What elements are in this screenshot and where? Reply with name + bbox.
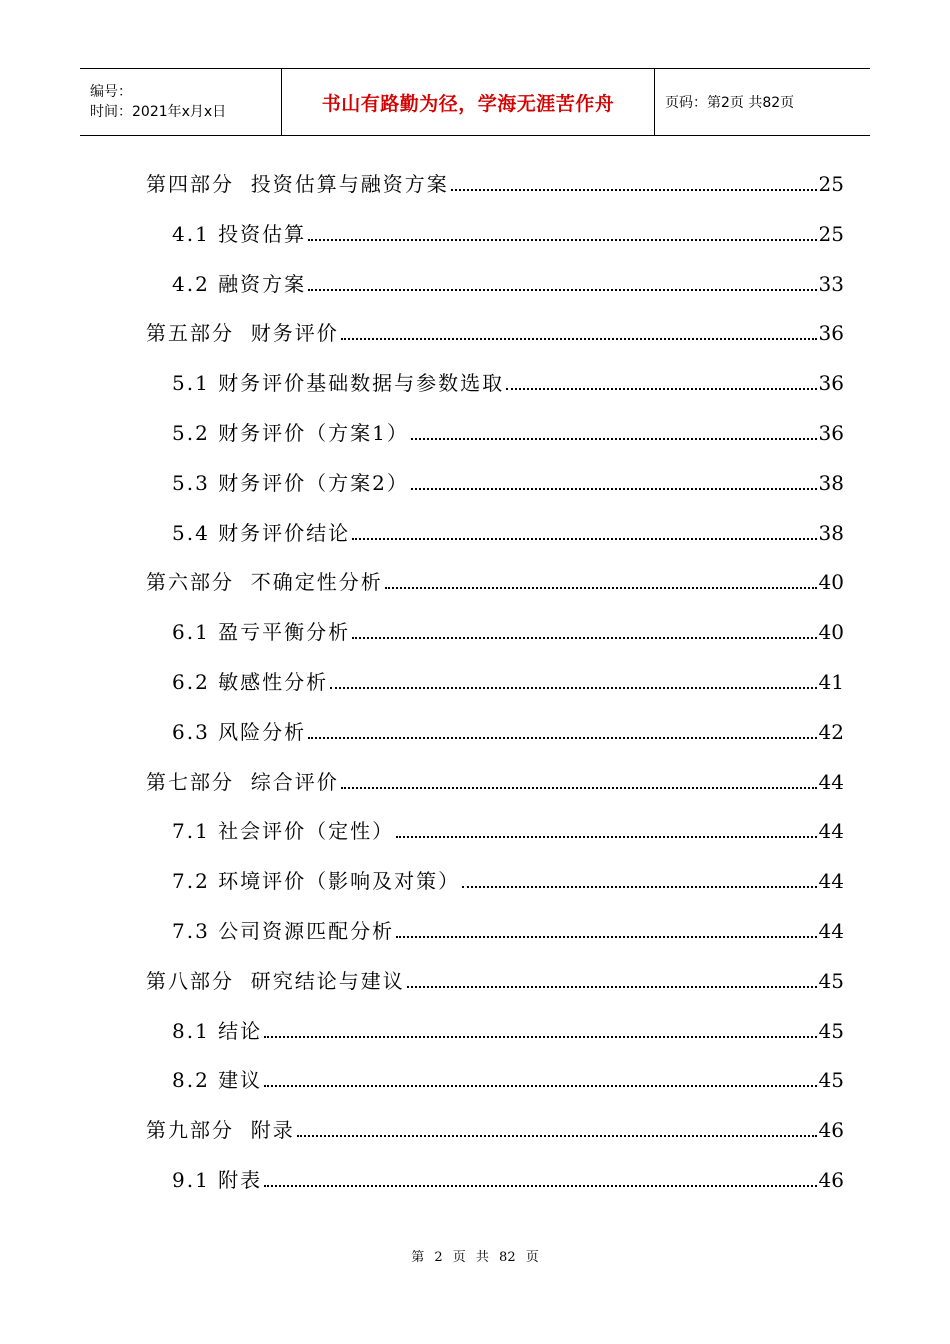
header-motto bbox=[282, 69, 655, 135]
toc-section-entry[interactable] bbox=[146, 967, 844, 995]
toc-entry-page: 46 bbox=[818, 1118, 844, 1143]
toc-entry-title: 第七部分 综合评价 bbox=[146, 769, 339, 794]
dot-leader bbox=[341, 787, 817, 789]
toc-subsection-entry[interactable] bbox=[172, 369, 844, 397]
dot-leader bbox=[352, 538, 816, 540]
toc-entry-page: 44 bbox=[818, 869, 844, 894]
dot-leader bbox=[330, 687, 816, 689]
toc-subsection-entry[interactable] bbox=[172, 618, 844, 646]
dot-leader bbox=[411, 438, 817, 440]
dot-leader bbox=[407, 986, 817, 988]
page-info-text: 页码：第2页 共82页 bbox=[665, 95, 795, 111]
toc-entry-title: 6.3 风险分析 bbox=[172, 719, 307, 744]
dot-leader bbox=[297, 1135, 817, 1137]
dot-leader bbox=[411, 488, 817, 490]
toc-subsection-entry[interactable] bbox=[172, 718, 844, 746]
toc-entry-page: 45 bbox=[818, 1018, 844, 1043]
toc-entry-title: 8.1 结论 bbox=[172, 1018, 263, 1043]
toc-subsection-entry[interactable] bbox=[172, 519, 844, 547]
time-label: 时间：2021年x月x日 bbox=[90, 104, 227, 120]
toc-entry-title: 5.3 财务评价（方案2） bbox=[172, 470, 409, 495]
toc-entry-page: 38 bbox=[818, 520, 844, 545]
toc-subsection-entry[interactable] bbox=[172, 917, 844, 945]
toc-entry-page: 36 bbox=[818, 321, 844, 346]
toc-entry-title: 5.2 财务评价（方案1） bbox=[172, 421, 409, 445]
toc-entry-page: 45 bbox=[818, 968, 844, 993]
toc-entry-title: 第六部分 不确定性分析 bbox=[146, 570, 383, 595]
dot-leader bbox=[385, 587, 817, 589]
toc-entry-title: 7.2 环境评价（影响及对策） bbox=[172, 869, 461, 894]
toc-section-entry[interactable] bbox=[146, 170, 844, 198]
toc-subsection-entry[interactable] bbox=[172, 270, 844, 298]
toc-section-entry[interactable] bbox=[146, 568, 844, 596]
toc-subsection-entry[interactable] bbox=[172, 1066, 844, 1094]
toc-entry-page: 44 bbox=[818, 769, 844, 794]
toc-entry-title: 6.2 敏感性分析 bbox=[172, 670, 329, 694]
toc-entry-title: 5.1 财务评价基础数据与参数选取 bbox=[172, 371, 505, 396]
number-label: 编号： bbox=[90, 84, 132, 100]
toc-entry-page: 40 bbox=[818, 570, 844, 595]
toc-entry-title: 第五部分 财务评价 bbox=[146, 321, 339, 346]
dot-leader bbox=[308, 289, 816, 291]
toc-subsection-entry[interactable] bbox=[172, 1017, 844, 1045]
toc-entry-title: 5.4 财务评价结论 bbox=[172, 520, 351, 545]
toc-entry-page: 40 bbox=[818, 620, 844, 645]
toc-entry-page: 25 bbox=[818, 172, 844, 196]
toc-entry-page: 38 bbox=[818, 470, 844, 495]
toc-entry-page: 44 bbox=[818, 819, 844, 844]
dot-leader bbox=[341, 338, 817, 340]
toc-entry-page: 36 bbox=[818, 371, 844, 396]
toc-entry-title: 第四部分 投资估算与融资方案 bbox=[146, 172, 449, 196]
dot-leader bbox=[264, 1036, 816, 1038]
dot-leader bbox=[308, 737, 816, 739]
motto-text: 书山有路勤为径，学海无涯苦作舟 bbox=[321, 92, 615, 115]
toc-subsection-entry[interactable] bbox=[172, 817, 844, 845]
toc-entry-page: 33 bbox=[818, 271, 844, 296]
toc-entry-page: 44 bbox=[818, 919, 844, 943]
header-page-info bbox=[655, 69, 870, 135]
toc-entry-title: 4.1 投资估算 bbox=[172, 221, 307, 246]
toc-section-entry[interactable] bbox=[146, 319, 844, 347]
toc-entry-page: 41 bbox=[818, 670, 844, 694]
dot-leader bbox=[264, 1085, 816, 1087]
toc-entry-title: 4.2 融资方案 bbox=[172, 271, 307, 296]
dot-leader bbox=[451, 189, 817, 191]
toc-section-entry[interactable] bbox=[146, 768, 844, 796]
toc-entry-title: 第九部分 附录 bbox=[146, 1118, 295, 1143]
toc-entry-title: 8.2 建议 bbox=[172, 1068, 263, 1093]
toc-entry-title: 7.1 社会评价（定性） bbox=[172, 819, 395, 844]
toc-entry-title: 7.3 公司资源匹配分析 bbox=[172, 919, 395, 943]
dot-leader bbox=[352, 637, 816, 639]
toc-section-entry[interactable] bbox=[146, 1116, 844, 1144]
dot-leader bbox=[396, 836, 816, 838]
toc-entry-title: 第八部分 研究结论与建议 bbox=[146, 968, 405, 993]
dot-leader bbox=[462, 886, 816, 888]
page-footer: 第 2 页 共 82 页 bbox=[411, 1250, 539, 1265]
toc-entry-title: 9.1 附表 bbox=[172, 1168, 263, 1192]
toc-subsection-entry[interactable] bbox=[172, 469, 844, 497]
dot-leader bbox=[264, 1185, 816, 1187]
toc-entry-page: 25 bbox=[818, 221, 844, 246]
toc-entry-page: 45 bbox=[818, 1068, 844, 1093]
toc-subsection-entry[interactable] bbox=[172, 867, 844, 895]
header-meta bbox=[80, 69, 282, 135]
toc-entry-page: 46 bbox=[818, 1168, 844, 1192]
dot-leader bbox=[308, 239, 816, 241]
dot-leader bbox=[396, 936, 816, 938]
dot-leader bbox=[506, 388, 816, 390]
toc-entry-page: 42 bbox=[818, 719, 844, 744]
toc-entry-page: 36 bbox=[818, 421, 844, 445]
toc-subsection-entry[interactable] bbox=[172, 220, 844, 248]
toc-subsection-entry[interactable] bbox=[172, 668, 844, 696]
toc-subsection-entry[interactable] bbox=[172, 419, 844, 447]
toc-subsection-entry[interactable] bbox=[172, 1166, 844, 1194]
toc-entry-title: 6.1 盈亏平衡分析 bbox=[172, 620, 351, 645]
page-header bbox=[80, 68, 870, 136]
